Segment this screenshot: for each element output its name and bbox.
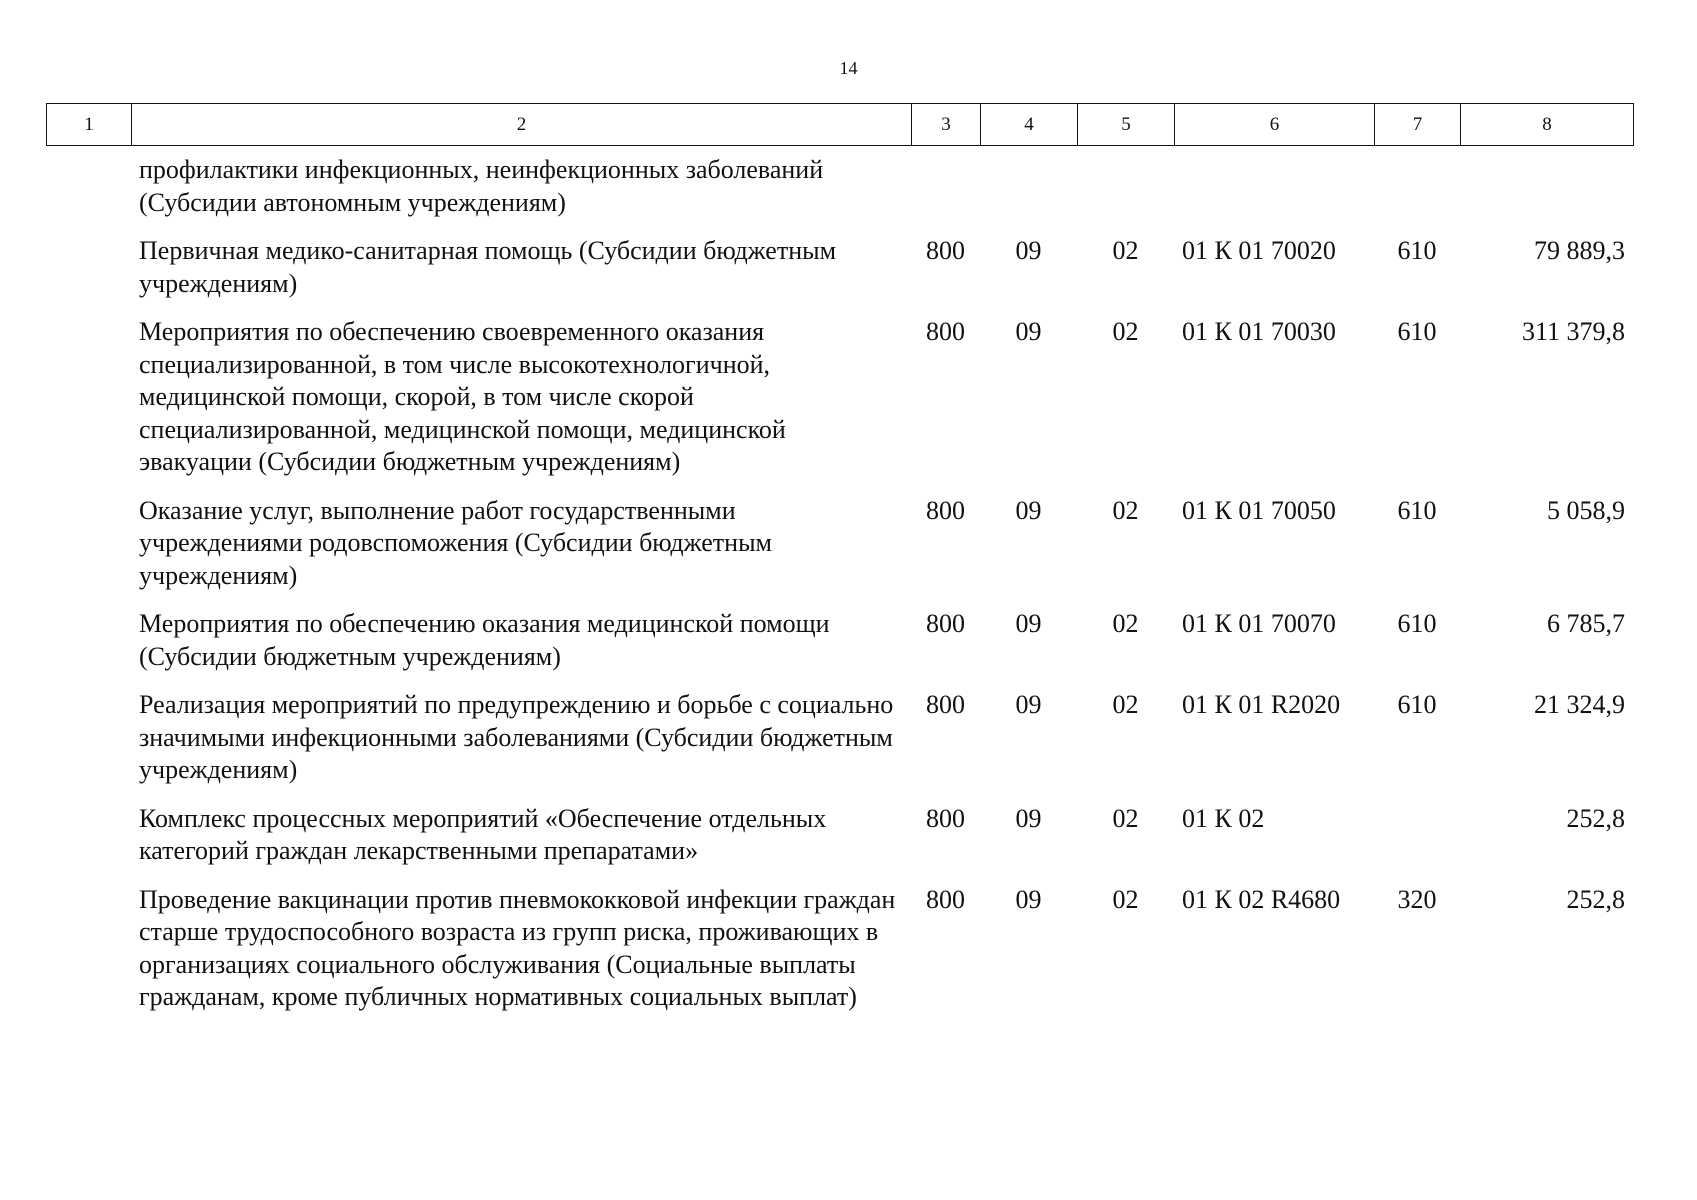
column-number-2: 2	[132, 104, 912, 146]
cell-column-3: 800	[926, 236, 965, 265]
cell-target-code	[1174, 154, 1374, 235]
cell-column-5: 02	[1112, 690, 1139, 719]
cell-column-1	[46, 316, 131, 495]
cell-column-3: 800	[926, 690, 965, 719]
cell-amount: 5 058,9	[1547, 495, 1625, 525]
cell-expense-type: 610	[1397, 609, 1437, 638]
cell-column-4	[980, 154, 1077, 235]
cell-expense-type: 610	[1397, 236, 1437, 265]
cell-column-1	[46, 689, 131, 803]
cell-column-3	[911, 154, 980, 235]
cell-expense-type: 320	[1397, 884, 1437, 914]
cell-column-5: 02	[1112, 884, 1139, 914]
column-number-8: 8	[1461, 104, 1634, 146]
column-number-7: 7	[1375, 104, 1461, 146]
cell-target-code: 01 К 02	[1182, 803, 1265, 833]
cell-item-name: Комплекс процессных мероприятий «Обеспечение отдельных категорий граждан лекарственными препаратами»	[139, 803, 827, 865]
cell-item-name: Первичная медико-санитарная помощь (Субсидии бюджетным учреждениям)	[139, 236, 837, 298]
cell-target-code: 01 К 01 70070	[1182, 609, 1336, 638]
cell-amount: 6 785,7	[1547, 609, 1625, 638]
cell-column-3: 800	[926, 884, 965, 914]
cell-amount: 79 889,3	[1534, 236, 1625, 265]
cell-target-code: 01 К 01 70020	[1182, 236, 1336, 265]
cell-column-4: 09	[1015, 495, 1042, 525]
cell-column-4: 09	[1015, 690, 1042, 719]
cell-column-1	[46, 235, 131, 316]
cell-target-code: 01 К 01 R2020	[1182, 690, 1341, 719]
cell-column-1	[46, 884, 131, 1030]
cell-column-3: 800	[926, 317, 965, 346]
cell-amount: 252,8	[1566, 803, 1625, 833]
page-number: 14	[839, 58, 858, 78]
column-number-row	[47, 104, 1634, 146]
cell-expense-type	[1374, 154, 1460, 235]
cell-column-4: 09	[1015, 236, 1042, 265]
cell-column-5: 02	[1112, 803, 1139, 833]
column-number-5: 5	[1078, 104, 1175, 146]
cell-item-name: Мероприятия по обеспечению оказания медицинской помощи (Субсидии бюджетным учреждениям)	[139, 609, 830, 671]
table-row	[46, 154, 1633, 235]
cell-column-1	[46, 608, 131, 689]
table-row	[46, 235, 1633, 316]
cell-column-5: 02	[1112, 236, 1139, 265]
cell-amount: 252,8	[1566, 884, 1625, 914]
cell-target-code: 01 К 01 70030	[1182, 317, 1336, 346]
cell-column-4: 09	[1015, 803, 1042, 833]
cell-amount: 311 379,8	[1521, 317, 1625, 346]
column-number-3: 3	[912, 104, 981, 146]
cell-column-1	[46, 803, 131, 884]
table-body	[46, 154, 1633, 1030]
cell-column-3: 800	[926, 495, 965, 525]
cell-column-5: 02	[1112, 317, 1139, 346]
cell-expense-type	[1374, 803, 1460, 884]
cell-expense-type: 610	[1397, 317, 1437, 346]
table-row	[46, 608, 1633, 689]
table-row	[46, 316, 1633, 495]
cell-target-code: 01 К 02 R4680	[1182, 884, 1341, 914]
column-number-4: 4	[981, 104, 1078, 146]
cell-column-1	[46, 154, 131, 235]
table-row	[46, 495, 1633, 609]
cell-column-5: 02	[1112, 495, 1139, 525]
cell-expense-type: 610	[1397, 690, 1437, 719]
cell-item-name: профилактики инфекционных, неинфекционных заболеваний (Субсидии автономным учреждениям)	[139, 155, 824, 217]
cell-column-1	[46, 495, 131, 609]
cell-column-4: 09	[1015, 317, 1042, 346]
cell-amount: 21 324,9	[1534, 690, 1625, 719]
cell-column-3: 800	[926, 803, 965, 833]
cell-item-name: Проведение вакцинации против пневмококковой инфекции граждан старше трудоспособного возраста из групп риска, проживающих в организациях социального обслуживания (Социальные выплаты гражданам, кроме публичных нормативных социальных выплат)	[139, 884, 896, 1011]
cell-column-4: 09	[1015, 609, 1042, 638]
cell-column-5	[1077, 154, 1174, 235]
table-row	[46, 689, 1633, 803]
cell-item-name: Мероприятия по обеспечению своевременного оказания специализированной, в том числе высокотехнологичной, медицинской помощи, скорой, в том числе скорой специализированной, медицинской помощи, медицинской эвакуации (Субсидии бюджетным учреждениям)	[139, 317, 786, 476]
cell-column-4: 09	[1015, 884, 1042, 914]
cell-column-5: 02	[1112, 609, 1139, 638]
cell-amount	[1460, 154, 1633, 235]
table-row	[46, 884, 1633, 1030]
column-number-1: 1	[47, 104, 132, 146]
cell-item-name: Реализация мероприятий по предупреждению и борьбе с социально значимыми инфекционными заболеваниями (Субсидии бюджетным учреждениям)	[139, 690, 894, 784]
cell-target-code: 01 К 01 70050	[1182, 495, 1336, 525]
cell-expense-type: 610	[1397, 495, 1437, 525]
table-row	[46, 803, 1633, 884]
column-number-6: 6	[1175, 104, 1375, 146]
budget-table	[46, 154, 1633, 1030]
cell-item-name: Оказание услуг, выполнение работ государственными учреждениями родовспоможения (Субсидии бюджетным учреждениям)	[139, 495, 772, 590]
cell-column-3: 800	[926, 609, 965, 638]
column-header-table	[46, 103, 1634, 146]
